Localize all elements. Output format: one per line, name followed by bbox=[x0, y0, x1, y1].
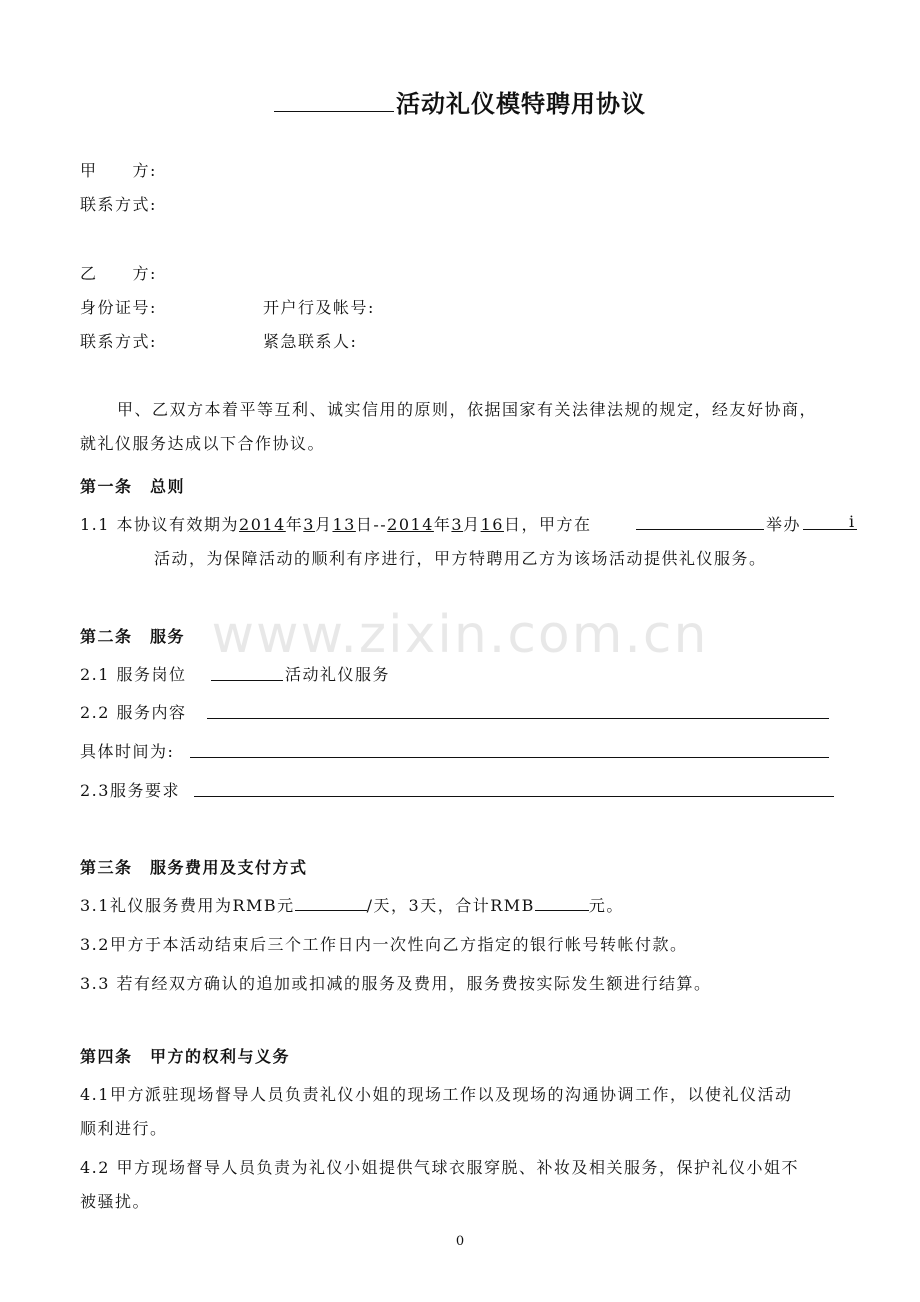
venue-blank bbox=[636, 529, 764, 530]
article-1-heading: 第一条 总则 bbox=[80, 477, 186, 496]
clause-3-2: 3.2甲方于本活动结束后三个工作日内一次性向乙方指定的银行帐号转帐付款。 bbox=[80, 935, 688, 954]
clause-text: 年 bbox=[285, 515, 304, 534]
party-b-contact: 联系方式: bbox=[80, 332, 157, 351]
clause-text: 月 bbox=[314, 515, 333, 534]
clause-3-1-part-b: /天，3天，合计RMB bbox=[366, 896, 535, 915]
post-blank bbox=[211, 680, 283, 681]
end-day: 16 bbox=[480, 515, 504, 534]
clause-text: 月 bbox=[463, 515, 481, 534]
clause-text: 日-- bbox=[355, 515, 388, 534]
document-title bbox=[0, 84, 920, 119]
article-2-heading: 第二条 服务 bbox=[80, 627, 186, 646]
clause-2-1-text: 活动礼仪服务 bbox=[285, 665, 391, 684]
start-day: 13 bbox=[332, 515, 356, 534]
watermark: www.zixin.com.cn bbox=[211, 605, 709, 665]
clause-2-1-label: 2.1 服务岗位 bbox=[80, 665, 187, 684]
article-3-heading: 第三条 服务费用及支付方式 bbox=[80, 858, 308, 877]
clause-2-2-label: 2.2 服务内容 bbox=[80, 703, 187, 722]
clause-2-3-label: 2.3服务要求 bbox=[80, 781, 180, 800]
party-a-label: 甲 方: bbox=[80, 161, 157, 180]
clause-text: 日，甲方在 bbox=[503, 515, 592, 534]
clause-1-1-continued: 活动，为保障活动的顺利有序进行，甲方特聘用乙方为该场活动提供礼仪服务。 bbox=[154, 549, 767, 568]
article-4-heading: 第四条 甲方的权利与义务 bbox=[80, 1047, 291, 1066]
clause-4-1-line-2: 顺利进行。 bbox=[80, 1119, 168, 1138]
fee-total-blank bbox=[535, 894, 589, 911]
end-month: 3 bbox=[451, 515, 464, 534]
party-b-label: 乙 方: bbox=[80, 264, 157, 283]
fee-per-day-blank bbox=[295, 894, 367, 911]
party-a-contact: 联系方式: bbox=[80, 195, 157, 214]
service-content-blank bbox=[207, 718, 829, 719]
party-b-bank: 开户行及帐号: bbox=[263, 298, 375, 317]
party-b-emergency: 紧急联系人: bbox=[263, 332, 358, 351]
clause-1-1 bbox=[80, 512, 591, 535]
start-year: 2014 bbox=[239, 515, 286, 534]
clause-1-1-tail: i bbox=[849, 512, 856, 531]
clause-4-2-line-1: 4.2 甲方现场督导人员负责为礼仪小姐提供气球衣服穿脱、补妆及相关服务，保护礼仪小姐不 bbox=[80, 1158, 800, 1177]
intro-line-2: 就礼仪服务达成以下合作协议。 bbox=[80, 434, 326, 453]
end-year: 2014 bbox=[387, 515, 434, 534]
clause-1-1-hold: 举办 bbox=[766, 515, 802, 534]
clause-4-2-line-2: 被骚扰。 bbox=[80, 1192, 151, 1211]
page-number: 0 bbox=[455, 1234, 465, 1249]
start-month: 3 bbox=[303, 515, 315, 534]
clause-3-1-part-c: 元。 bbox=[588, 896, 624, 915]
clause-1-1-prefix: 1.1 本协议有效期为 bbox=[80, 515, 240, 534]
title-text: 活动礼仪模特聘用协议 bbox=[396, 89, 646, 118]
clause-3-1-part-a: 3.1礼仪服务费用为RMB元 bbox=[80, 896, 295, 915]
party-b-id: 身份证号: bbox=[80, 298, 157, 317]
intro-line-1: 甲、乙双方本着平等互利、诚实信用的原则，依据国家有关法律法规的规定，经友好协商， bbox=[117, 400, 818, 419]
clause-3-1 bbox=[80, 893, 624, 916]
clause-text: 年 bbox=[433, 515, 452, 534]
clause-3-3: 3.3 若有经双方确认的追加或扣减的服务及费用，服务费按实际发生额进行结算。 bbox=[80, 974, 712, 993]
time-blank bbox=[190, 757, 829, 758]
title-blank bbox=[274, 91, 394, 112]
time-label: 具体时间为: bbox=[80, 742, 175, 761]
clause-4-1-line-1: 4.1甲方派驻现场督导人员负责礼仪小姐的现场工作以及现场的沟通协调工作，以使礼仪活动 bbox=[80, 1085, 793, 1104]
service-requirement-blank bbox=[194, 796, 834, 797]
